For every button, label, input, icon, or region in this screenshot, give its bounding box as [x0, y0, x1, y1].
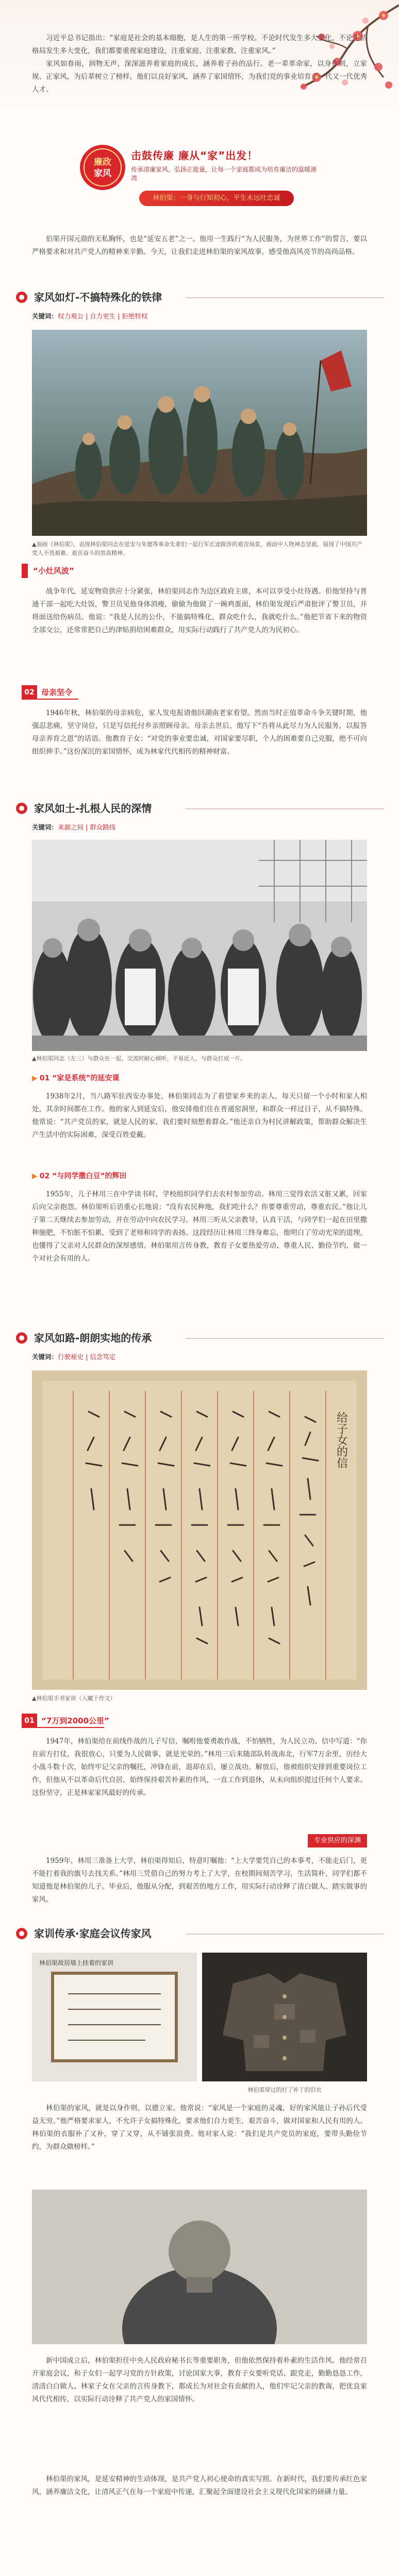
patched-coat-photo [202, 1953, 367, 2081]
closing-paragraph: 林伯渠的家风，是延安精神的生动体现，是共产党人初心使命的真实写照。在新时代，我们要传承红色家风，涵养廉洁文化，让清风正气在每一个家庭中传递，汇聚起全面建设社会主义现代化国家的磅礴力量。 [32, 2475, 367, 2496]
arrow-icon: ▶ [32, 1172, 38, 1180]
oil-painting-caption: ▲油画《林伯渠》，表现林伯渠同志在延安与朱德等革命先辈们一起行军长途跋涉的艰苦场景，画面中人物神态坚毅，展现了中国共产党人不畏艰难、艰苦奋斗的崇高精神。 [32, 541, 362, 556]
banner-quote-bar: 林伯渠：一身与行知初心，平生永远吐忠诚 [139, 191, 294, 206]
section-1-sub-1-heading [22, 564, 125, 578]
crowd-photo-caption: ▲林伯渠同志（左三）与群众在一起，交流时耐心倾听，平易近人，与群众打成一片。 [32, 1055, 246, 1062]
arrow-icon: ▶ [32, 1074, 38, 1082]
lead-paragraph: 伯渠开国元勋的无私胸怀，也是“延安五老”之一。他用一生践行“为人民服务，为世界工作”的誓言，要以严格要求和对共产党人的精神来辛勤。今天，让我们走进林伯渠的家风故事，感受他高风亮节的高尚品格。 [32, 235, 367, 256]
section-2-header [15, 801, 384, 816]
sub-2-title: 02 “与同学撒白豆”的辉田 [39, 1172, 127, 1180]
family-motto-photo-label: 林伯渠故居墙上挂着的家训 [39, 1959, 114, 1967]
patched-coat-caption: 林伯渠穿过的打了补丁的旧衣 [247, 2087, 322, 2093]
sub-1-title: “小灶风波” [33, 566, 74, 575]
keywords-value: 来源之间 | 群众路线 [58, 823, 116, 831]
section-4-header [15, 1926, 384, 1941]
drum-stamp-icon [77, 142, 128, 193]
intro-paragraph-1: 习近平总书记指出：“家庭是社会的基本细胞，是人生的第一所学校。不论时代发生多大变化，不论生活格局发生多大变化，我们都要重视家庭建设，注重家庭、注重家教、注重家风。” [32, 34, 367, 55]
keywords-label: 关键词： [32, 312, 58, 320]
section-3-sub-2-text: 1959年，林用三准备上大学，林伯渠得知后，特意叮嘱他：“上大学要凭自己的本事考，不能走后门，更不能打着我的旗号去找关系。”林用三凭借自己的努力考上了大学，在校期间刻苦学习，生活简朴，同学们都不知道他是林伯渠的儿子。毕业后，他服从分配，到艰苦的地方工作，用实际行动诠释了清白做人、踏实做事的家风。 [32, 1857, 367, 1904]
letter-caption: ▲林伯渠手书家训（入藏于作文） [32, 1695, 116, 1702]
sub-1-title: “7万到2000公里” [41, 1716, 109, 1725]
section-2-sub-2-heading [32, 1171, 127, 1181]
section-1-sub-1-text: 战争年代，延安物资供应十分紧张，林伯渠同志作为边区政府主席，本可以享受小灶待遇。但他坚持与普通干部一起吃大灶饭，警卫员见他身体消瘦，偷偷为他做了一碗鸡蛋面，林伯渠发现后严肃批评了警卫员，并将面送给伤病员。他说：“我是人民的公仆，不能搞特殊化，群众吃什么，我就吃什么。”他把节省下来的物资全部交公，还常常把自己的津贴捐给困难群众，用实际行动践行了共产党人的为民初心。 [32, 587, 367, 634]
handwritten-letter-image [32, 1370, 367, 1690]
section-3-sub-1-heading [22, 1714, 145, 1728]
stamp-line-1: 廉政 [94, 157, 111, 167]
section-4-paragraph-1: 林伯渠的家风，就是以身作则，以德立家。他常说：“家风是一个家庭的灵魂，好的家风能让子孙后代受益无穷。”他严格要求家人，不允许子女搞特殊化，要求他们自力更生，艰苦奋斗，做对国家和人民有用的人。林伯渠的衣服补了又补，穿了又穿，从不铺张浪费。他对家人说：“我们是共产党员的家庭，要带头勤俭节约，为群众做榜样。” [32, 2104, 367, 2151]
section-4-title: 家训传承·家庭会议传家风 [34, 1927, 152, 1940]
section-4-paragraph-2: 新中国成立后，林伯渠担任中央人民政府秘书长等重要职务，但他依然保持着朴素的生活作风。他经常召开家庭会议，和子女们一起学习党的方针政策，讨论国家大事，教育子女要听党话、跟党走，勤勤恳恳工作，清清白白做人。林家子女在父亲的言传身教下，都成长为对社会有贡献的人，他们牢记父亲的教诲，把优良家风代代相传，以实际行动诠释了共产党人的家国情怀。 [32, 2357, 367, 2403]
section-2-title: 家风如土-扎根人民的深情 [34, 802, 152, 815]
sub-2-title: 母亲坚令 [41, 688, 73, 697]
sub-number: 02 [22, 685, 37, 700]
historical-photo-crowd [32, 840, 367, 1051]
sub-1-title: 01 “家是系统”的延安课 [39, 1074, 120, 1082]
section-2-sub-1-text: 1938年2月，当八路军驻西安办事处，林伯渠同志为了看望家乡来的亲人，每天只留一个小时和家人相处，其余时间都在工作。他的家人到延安后，他安排他们住在普通窑洞里，和群众一样过日子，从不搞特殊。他常说：“共产党员的家，就是人民的家，我们要时刻想着群众。”他还亲自为村民讲解政策，帮助群众解决生产生活中的实际困难，深受百姓爱戴。 [32, 1092, 367, 1139]
section-1-keywords [32, 311, 147, 320]
keywords-label: 关键词： [32, 823, 58, 831]
section-bullet-icon [15, 1927, 28, 1940]
section-bullet-icon [15, 1332, 28, 1344]
section-divider [186, 808, 384, 809]
banner-title: 击鼓传廉 廉从“家”出发！ [131, 149, 258, 162]
stamp-line-2: 家风 [94, 168, 111, 179]
footer-decoration [0, 2535, 399, 2576]
section-1-sub-2-text: 1946年秋，林伯渠的母亲病危，家人发电报请他回湖南老家看望。然而当时正值革命斗争关键时期，他强忍悲痛，坚守岗位，只是写信托付乡亲照顾母亲。母亲去世后，他写下“吾将从此尽力为人民服务，以报答母亲养育之恩”的话语。他教育子女：“对党的事业要忠诚，对国家要尽职，个人的困难要自己克服，绝不可向组织伸手。”这份深沉的家国情怀，成为林家代代相传的精神财富。 [32, 709, 367, 756]
keywords-value: 行驶秘史 | 信念笃定 [58, 1353, 116, 1361]
sub-number: 01 [22, 1714, 37, 1728]
intro-text [32, 32, 367, 96]
sub-marker [22, 564, 28, 578]
section-divider [186, 1338, 384, 1339]
keywords-label: 关键词： [32, 1353, 58, 1361]
section-bullet-icon [15, 802, 28, 815]
section-3-keywords [32, 1352, 115, 1361]
section-divider [186, 1934, 384, 1935]
oil-painting-image [32, 330, 367, 536]
historical-portrait-photo [32, 2190, 367, 2344]
section-1-sub-2-heading [22, 685, 125, 700]
section-3-tag: 专业供应的深渊 [308, 1834, 367, 1848]
banner-subtitle: 传承清廉家风，弘扬正能量，让每一个家庭都成为培育廉洁的温暖港湾 [131, 166, 317, 182]
section-2-keywords [32, 822, 115, 832]
intro-paragraph-2: 家风如春雨，润物无声，深深滋养着家庭的成长，涵养着子孙的品行。老一辈革命家，以身作则，立家规、正家风，为后辈树立了榜样，他们以良好家风，涵养了家国情怀，为我们党的事业培育了一代又一代优秀人才。 [32, 60, 367, 94]
campaign-banner [77, 142, 322, 217]
section-3-title: 家风如路-朗朗实地的传承 [34, 1332, 152, 1344]
section-bullet-icon [15, 291, 28, 303]
section-1-header [15, 290, 384, 305]
letter-title: 给子女的信 [335, 1412, 348, 1468]
section-2-sub-2-text: 1955年，儿子林用三在中学读书时，学校组织同学们去农村参加劳动。林用三觉得农活又脏又累，回家后向父亲抱怨。林伯渠听后语重心长地说：“没有农民种地，我们吃什么？你要尊重劳动，尊重农民。”他让儿子第二天继续去参加劳动，并在劳动中向农民学习。林用三听从父亲教导，认真干活，与同学们一起在田里撒种施肥，不怕脏不怕累，受到了老师和同学的表扬。这段经历让林用三终身难忘，他明白了劳动光荣的道理，也懂得了父亲对人民群众的深厚感情。林伯渠用言传身教，教育子女要热爱劳动、尊重人民、勤俭节约，做一个对社会有用的人。 [32, 1190, 367, 1263]
section-1-title: 家风如灯-不搞特殊化的铁律 [34, 291, 162, 303]
section-divider [186, 297, 384, 298]
family-motto-photo [32, 1953, 197, 2081]
section-2-sub-1-heading [32, 1073, 120, 1083]
sub-underline [22, 699, 78, 700]
section-3-header [15, 1330, 384, 1346]
section-3-sub-1-text: 1947年，林伯渠给在前线作战的儿子写信，嘱咐他要勇敢作战，不怕牺牲，为人民立功。信中写道：“你在前方打仗，我很放心，只要为人民做事，就是光荣的。”林用三后来随部队转战南北，行军7万余里，历经大小战斗数十次，始终牢记父亲的嘱托，冲锋在前，退却在后，屡立战功。解放后，他被组织安排到重要岗位工作，但他从不以革命后代自居，始终保持艰苦朴素的作风，一直工作到退休，从未向组织提过任何个人要求。这份坚守，正是林家家风最好的传承。 [32, 1737, 367, 1797]
sub-underline [22, 1727, 104, 1728]
keywords-value: 权力观公 | 自力更生 | 拒绝特权 [58, 312, 148, 320]
